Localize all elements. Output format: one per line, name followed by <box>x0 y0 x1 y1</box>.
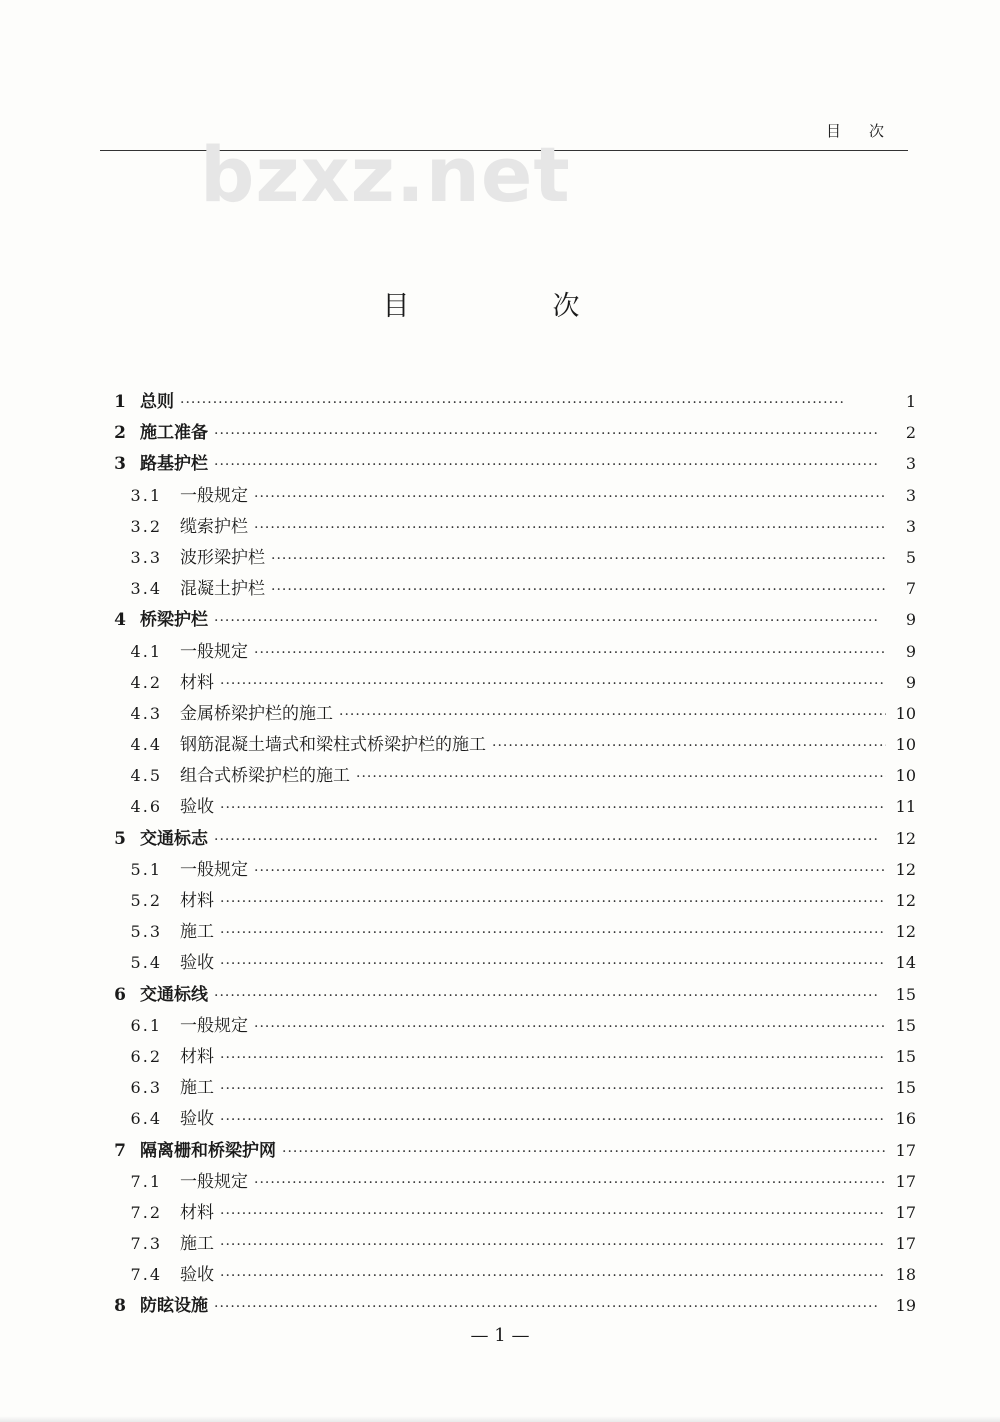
dot-leader <box>214 450 886 481</box>
toc-entry-title: 一般规定 <box>180 1171 248 1192</box>
dot-leader <box>339 700 886 731</box>
toc-entry-6[interactable] <box>104 979 916 1010</box>
toc-entry-title: 金属桥梁护栏的施工 <box>180 703 333 724</box>
toc-entry-7-1[interactable] <box>104 1166 916 1197</box>
toc-entry-7-2[interactable] <box>104 1197 916 1228</box>
toc-entry-title: 施工 <box>180 1078 214 1099</box>
dot-leader <box>220 887 886 918</box>
toc-entry-title: 一般规定 <box>180 641 248 662</box>
toc-entry-4-6[interactable] <box>104 791 916 822</box>
toc-entry-title: 材料 <box>180 1046 214 1067</box>
toc-entry-title: 施工 <box>180 922 214 943</box>
toc-entry-5-2[interactable] <box>104 885 916 916</box>
toc-entry-title: 防眩设施 <box>140 1296 208 1317</box>
dot-leader <box>254 482 886 513</box>
toc-entry-4-2[interactable] <box>104 667 916 698</box>
toc-entry-number: 3.3 <box>130 547 162 567</box>
toc-entry-title: 验收 <box>180 1265 214 1286</box>
toc-entry-page: 3 <box>905 454 916 474</box>
toc-entry-title: 材料 <box>180 891 214 911</box>
toc-entry-number: 5.2 <box>130 891 162 910</box>
toc-entry-5[interactable] <box>104 823 916 854</box>
toc-entry-4-5[interactable] <box>104 760 916 791</box>
toc-entry-page: 12 <box>895 859 916 879</box>
toc-entry-2[interactable] <box>104 417 916 448</box>
toc-entry-title: 一般规定 <box>180 485 248 506</box>
toc-entry-number: 6.2 <box>130 1046 162 1066</box>
toc-entry-6-2[interactable] <box>104 1041 916 1072</box>
toc-entry-7[interactable] <box>104 1135 916 1166</box>
scan-edge-shadow <box>0 1416 1000 1422</box>
dot-leader <box>180 388 886 419</box>
dot-leader <box>254 856 886 887</box>
dot-leader <box>220 1043 886 1074</box>
dot-leader <box>356 762 886 793</box>
dot-leader <box>254 513 886 544</box>
toc-entry-5-1[interactable] <box>104 854 916 885</box>
toc-entry-number: 3.2 <box>130 516 162 536</box>
toc-entry-page: 18 <box>895 1265 916 1285</box>
dot-leader <box>214 1292 886 1323</box>
toc-entry-title: 桥梁护栏 <box>140 610 208 631</box>
toc-entry-3-4[interactable] <box>104 573 916 604</box>
toc-entry-page: 12 <box>895 922 916 942</box>
toc-entry-number: 3.4 <box>130 579 162 599</box>
toc-entry-4[interactable] <box>104 604 916 635</box>
toc-entry-page: 9 <box>905 610 916 630</box>
toc-entry-page: 17 <box>895 1202 916 1222</box>
dot-leader <box>220 1261 886 1292</box>
toc-entry-number: 4.5 <box>130 766 162 786</box>
toc-entry-number: 5 <box>114 828 126 849</box>
toc-entry-number: 1 <box>114 392 126 412</box>
toc-entry-4-4[interactable] <box>104 729 916 760</box>
toc-entry-page: 10 <box>895 735 916 755</box>
toc-entry-number: 6.1 <box>130 1015 162 1035</box>
dot-leader <box>214 981 886 1012</box>
toc-entry-8[interactable] <box>104 1290 916 1321</box>
dot-leader <box>220 669 886 700</box>
dot-leader <box>254 638 886 669</box>
toc-entry-3[interactable] <box>104 448 916 479</box>
toc-entry-page: 17 <box>895 1140 916 1160</box>
toc-entry-page: 15 <box>895 1046 916 1066</box>
toc-entry-page: 17 <box>895 1234 916 1254</box>
toc-entry-title: 验收 <box>180 953 214 974</box>
toc-entry-page: 12 <box>895 891 916 910</box>
toc-entry-page: 3 <box>905 485 916 505</box>
toc-entry-page: 10 <box>895 766 916 786</box>
toc-entry-3-2[interactable] <box>104 511 916 542</box>
dot-leader <box>220 949 886 980</box>
toc-entry-title: 波形梁护栏 <box>180 547 265 568</box>
dot-leader <box>282 1137 886 1168</box>
dot-leader <box>254 1168 886 1199</box>
toc-entry-title: 钢筋混凝土墙式和梁柱式桥梁护栏的施工 <box>180 735 486 756</box>
toc-entry-title: 验收 <box>180 797 214 818</box>
toc-entry-title: 验收 <box>180 1109 214 1130</box>
toc-entry-1[interactable] <box>104 386 916 417</box>
toc-entry-title: 交通标线 <box>140 984 208 1005</box>
toc-entry-title: 总则 <box>140 392 174 412</box>
toc-entry-5-3[interactable] <box>104 916 916 947</box>
toc-entry-title: 一般规定 <box>180 859 248 880</box>
toc-entry-title: 施工准备 <box>140 423 208 444</box>
toc-entry-title: 一般规定 <box>180 1015 248 1036</box>
toc-entry-page: 16 <box>895 1109 916 1129</box>
toc-entry-4-3[interactable] <box>104 698 916 729</box>
toc-entry-title: 施工 <box>180 1234 214 1255</box>
toc-entry-page: 9 <box>905 641 916 661</box>
toc-entry-number: 4.4 <box>130 735 162 755</box>
dot-leader <box>214 825 886 856</box>
toc-entry-page: 15 <box>895 984 916 1004</box>
toc-entry-number: 7.1 <box>130 1171 162 1191</box>
toc-entry-title: 材料 <box>180 672 214 693</box>
toc-entry-number: 4.1 <box>130 641 162 661</box>
toc-entry-number: 5.3 <box>130 922 162 942</box>
dot-leader <box>220 793 886 824</box>
toc-entry-6-1[interactable] <box>104 1010 916 1041</box>
toc-entry-number: 4.2 <box>130 672 162 692</box>
toc-entry-page: 5 <box>905 547 916 567</box>
toc-entry-page: 14 <box>895 953 916 973</box>
dot-leader <box>214 419 886 450</box>
toc-entry-page: 10 <box>895 703 916 723</box>
toc-entry-page: 12 <box>895 828 916 848</box>
dot-leader <box>492 731 886 762</box>
toc-entry-number: 3.1 <box>130 485 162 505</box>
toc-entry-7-3[interactable] <box>104 1228 916 1259</box>
page-title: 目 次 <box>382 291 638 322</box>
page-number: — 1 — <box>470 1325 530 1346</box>
running-header: 目次 <box>826 122 913 140</box>
toc-entry-page: 3 <box>905 516 916 536</box>
dot-leader <box>214 606 886 637</box>
toc-entry-number: 5.4 <box>130 953 162 973</box>
toc-entry-page: 17 <box>895 1171 916 1191</box>
toc-entry-title: 交通标志 <box>140 828 208 849</box>
toc-entry-title: 组合式桥梁护栏的施工 <box>180 766 350 787</box>
toc-entry-page: 2 <box>905 423 916 443</box>
dot-leader <box>220 1105 886 1136</box>
toc-entry-page: 15 <box>895 1078 916 1098</box>
toc-entry-title: 材料 <box>180 1202 214 1223</box>
dot-leader <box>220 1074 886 1105</box>
toc-entry-number: 7.3 <box>130 1234 162 1254</box>
toc-entry-page: 9 <box>905 672 916 692</box>
toc-entry-number: 6.4 <box>130 1109 162 1129</box>
toc-entry-number: 7 <box>114 1140 126 1161</box>
toc-entry-number: 7.2 <box>130 1202 162 1222</box>
toc-entry-page: 11 <box>895 797 916 817</box>
toc-entry-6-3[interactable] <box>104 1072 916 1103</box>
toc-entry-5-4[interactable] <box>104 947 916 978</box>
dot-leader <box>220 918 886 949</box>
toc-entry-number: 7.4 <box>130 1265 162 1285</box>
toc-entry-number: 5.1 <box>130 859 162 879</box>
toc-entry-number: 4.3 <box>130 703 162 723</box>
toc-entry-page: 7 <box>905 579 916 599</box>
toc-entry-6-4[interactable] <box>104 1103 916 1134</box>
table-of-contents <box>104 386 916 1322</box>
dot-leader <box>254 1012 886 1043</box>
toc-entry-number: 8 <box>114 1296 126 1317</box>
dot-leader <box>220 1230 886 1261</box>
toc-entry-number: 6 <box>114 984 126 1005</box>
toc-entry-page: 15 <box>895 1015 916 1035</box>
toc-entry-title: 隔离栅和桥梁护网 <box>140 1140 276 1161</box>
toc-entry-number: 4 <box>114 610 126 631</box>
dot-leader <box>220 1199 886 1230</box>
toc-entry-title: 路基护栏 <box>140 454 208 475</box>
toc-entry-number: 2 <box>114 423 126 444</box>
toc-entry-title: 混凝土护栏 <box>180 579 265 600</box>
toc-entry-7-4[interactable] <box>104 1259 916 1290</box>
toc-entry-page: 19 <box>895 1296 916 1316</box>
toc-entry-number: 3 <box>114 454 126 475</box>
toc-entry-number: 6.3 <box>130 1078 162 1098</box>
watermark: bzxz.net <box>200 130 571 219</box>
toc-entry-page: 1 <box>905 392 916 411</box>
toc-entry-4-1[interactable] <box>104 636 916 667</box>
dot-leader <box>271 575 886 606</box>
toc-entry-title: 缆索护栏 <box>180 516 248 537</box>
dot-leader <box>271 544 886 575</box>
toc-entry-number: 4.6 <box>130 797 162 817</box>
toc-entry-3-3[interactable] <box>104 542 916 573</box>
toc-entry-3-1[interactable] <box>104 480 916 511</box>
